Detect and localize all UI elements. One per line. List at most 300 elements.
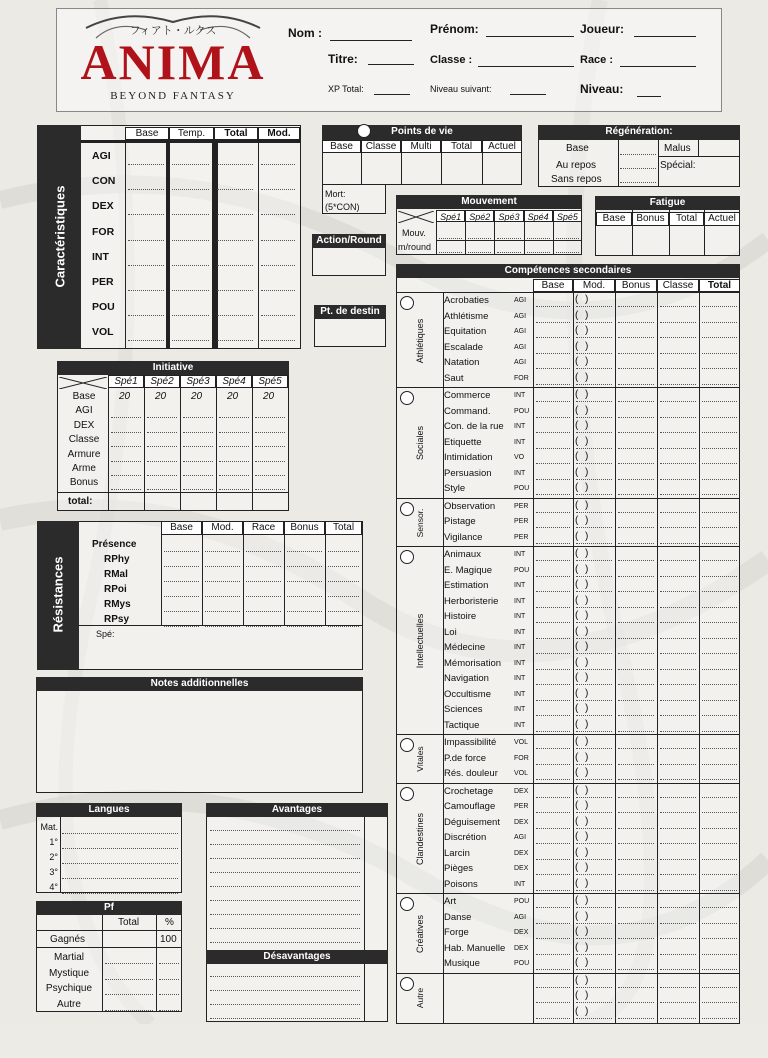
skill-field[interactable] <box>536 954 570 955</box>
skill-field[interactable] <box>618 859 654 860</box>
skill-field[interactable] <box>576 543 612 544</box>
skill-field[interactable] <box>618 607 654 608</box>
fatigue-cell-field[interactable] <box>707 229 737 253</box>
skill-field[interactable] <box>576 923 612 924</box>
skill-field[interactable] <box>576 512 612 513</box>
skill-field[interactable] <box>576 843 612 844</box>
init-field[interactable] <box>183 446 213 447</box>
skill-field[interactable] <box>660 987 696 988</box>
skill-field[interactable] <box>660 463 696 464</box>
skill-field[interactable] <box>536 764 570 765</box>
skill-field[interactable] <box>702 954 737 955</box>
skill-field[interactable] <box>660 684 696 685</box>
skill-field[interactable] <box>702 353 737 354</box>
skill-field[interactable] <box>536 417 570 418</box>
init-field[interactable] <box>183 461 213 462</box>
res-field[interactable] <box>205 596 240 597</box>
skill-field[interactable] <box>660 494 696 495</box>
pf-total-field[interactable] <box>105 994 153 995</box>
langue-field[interactable] <box>62 848 178 849</box>
mouv-field[interactable] <box>556 238 579 239</box>
race-field[interactable] <box>620 66 696 67</box>
skill-field[interactable] <box>576 560 612 561</box>
skill-field[interactable] <box>660 560 696 561</box>
res-field[interactable] <box>328 566 359 567</box>
res-field[interactable] <box>205 566 240 567</box>
skill-field[interactable] <box>702 859 737 860</box>
xp-total-field[interactable] <box>374 94 410 95</box>
skill-field[interactable] <box>702 322 737 323</box>
carac-cell-field[interactable] <box>217 189 253 190</box>
skill-field[interactable] <box>576 969 612 970</box>
skill-field[interactable] <box>576 907 612 908</box>
avantage-field[interactable] <box>210 830 360 831</box>
skill-field[interactable] <box>660 969 696 970</box>
res-field[interactable] <box>205 626 240 627</box>
carac-cell-field[interactable] <box>128 290 164 291</box>
mouv-field[interactable] <box>439 238 462 239</box>
desavantage-field[interactable] <box>210 1004 360 1005</box>
skill-field[interactable] <box>576 938 612 939</box>
skill-field[interactable] <box>660 748 696 749</box>
comp-group-toggle[interactable] <box>400 391 414 405</box>
skill-field[interactable] <box>536 337 570 338</box>
init-field[interactable] <box>111 432 141 433</box>
mouv-field[interactable] <box>527 238 550 239</box>
init-field[interactable] <box>219 475 249 476</box>
skill-field[interactable] <box>576 432 612 433</box>
mround-field[interactable] <box>556 252 579 253</box>
fatigue-cell-field[interactable] <box>672 229 701 253</box>
skill-field[interactable] <box>576 653 612 654</box>
init-field[interactable] <box>183 432 213 433</box>
skill-field[interactable] <box>576 368 612 369</box>
avantage-field[interactable] <box>210 872 360 873</box>
skill-field[interactable] <box>618 748 654 749</box>
skill-field[interactable] <box>618 812 654 813</box>
skill-field[interactable] <box>576 622 612 623</box>
carac-cell-field[interactable] <box>217 164 253 165</box>
skill-field[interactable] <box>702 987 737 988</box>
skill-field[interactable] <box>536 700 570 701</box>
pf-total-field[interactable] <box>105 963 153 964</box>
skill-field[interactable] <box>536 779 570 780</box>
skill-field[interactable] <box>618 368 654 369</box>
carac-cell-field[interactable] <box>261 315 295 316</box>
init-field[interactable] <box>219 461 249 462</box>
skill-field[interactable] <box>536 368 570 369</box>
skill-field[interactable] <box>536 527 570 528</box>
skill-field[interactable] <box>536 890 570 891</box>
skill-field[interactable] <box>536 843 570 844</box>
init-field[interactable] <box>183 489 213 490</box>
skill-field[interactable] <box>660 843 696 844</box>
init-field[interactable] <box>219 489 249 490</box>
skill-field[interactable] <box>576 306 612 307</box>
skill-field[interactable] <box>576 1018 612 1019</box>
skill-field[interactable] <box>702 1018 737 1019</box>
skill-field[interactable] <box>536 669 570 670</box>
mround-field[interactable] <box>497 252 520 253</box>
avantage-field[interactable] <box>210 942 360 943</box>
regen-sans-repos-field[interactable] <box>620 182 656 183</box>
skill-field[interactable] <box>618 715 654 716</box>
skill-field[interactable] <box>660 954 696 955</box>
init-field[interactable] <box>111 461 141 462</box>
skill-field[interactable] <box>618 779 654 780</box>
carac-cell-field[interactable] <box>217 290 253 291</box>
init-field[interactable] <box>183 417 213 418</box>
skill-field[interactable] <box>618 764 654 765</box>
skill-field[interactable] <box>618 1002 654 1003</box>
skill-field[interactable] <box>660 322 696 323</box>
skill-field[interactable] <box>576 576 612 577</box>
pf-pct-field[interactable] <box>159 1010 179 1011</box>
skill-field[interactable] <box>576 638 612 639</box>
skill-field[interactable] <box>536 463 570 464</box>
langue-field[interactable] <box>62 863 178 864</box>
skill-field[interactable] <box>660 337 696 338</box>
mround-field[interactable] <box>439 252 462 253</box>
pv-cell-field[interactable] <box>325 157 358 181</box>
res-field[interactable] <box>287 566 322 567</box>
skill-field[interactable] <box>702 923 737 924</box>
skill-field[interactable] <box>618 797 654 798</box>
mouv-field[interactable] <box>468 238 491 239</box>
regen-base-field[interactable] <box>620 154 656 155</box>
res-field[interactable] <box>287 551 322 552</box>
init-field[interactable] <box>111 417 141 418</box>
skill-field[interactable] <box>536 828 570 829</box>
init-field[interactable] <box>255 489 285 490</box>
pf-pct-field[interactable] <box>159 963 179 964</box>
skill-field[interactable] <box>576 479 612 480</box>
comp-group-toggle[interactable] <box>400 502 414 516</box>
skill-field[interactable] <box>536 384 570 385</box>
avantage-field[interactable] <box>210 900 360 901</box>
init-total-field[interactable] <box>111 494 141 508</box>
skill-field[interactable] <box>618 543 654 544</box>
skill-field[interactable] <box>536 812 570 813</box>
skill-field[interactable] <box>618 700 654 701</box>
skill-field[interactable] <box>702 337 737 338</box>
skill-field[interactable] <box>618 622 654 623</box>
skill-field[interactable] <box>576 764 612 765</box>
mround-field[interactable] <box>527 252 550 253</box>
skill-field[interactable] <box>618 463 654 464</box>
langue-field[interactable] <box>62 893 178 894</box>
skill-field[interactable] <box>702 368 737 369</box>
skill-field[interactable] <box>618 1018 654 1019</box>
pv-cell-field[interactable] <box>485 157 519 181</box>
skill-field[interactable] <box>702 432 737 433</box>
skill-field[interactable] <box>536 859 570 860</box>
niveau-suivant-field[interactable] <box>510 94 546 95</box>
skill-field[interactable] <box>702 479 737 480</box>
skill-field[interactable] <box>702 607 737 608</box>
skill-field[interactable] <box>660 797 696 798</box>
avantage-field[interactable] <box>210 886 360 887</box>
skill-field[interactable] <box>576 591 612 592</box>
skill-field[interactable] <box>618 527 654 528</box>
skill-field[interactable] <box>536 494 570 495</box>
carac-cell-field[interactable] <box>261 290 295 291</box>
carac-cell-field[interactable] <box>172 214 209 215</box>
skill-field[interactable] <box>660 306 696 307</box>
skill-field[interactable] <box>536 874 570 875</box>
res-field[interactable] <box>164 566 199 567</box>
skill-field[interactable] <box>702 700 737 701</box>
skill-field[interactable] <box>702 828 737 829</box>
skill-field[interactable] <box>618 322 654 323</box>
skill-field[interactable] <box>660 764 696 765</box>
skill-field[interactable] <box>702 748 737 749</box>
carac-cell-field[interactable] <box>261 189 295 190</box>
skill-field[interactable] <box>618 653 654 654</box>
skill-field[interactable] <box>702 417 737 418</box>
carac-cell-field[interactable] <box>128 164 164 165</box>
skill-field[interactable] <box>576 748 612 749</box>
carac-cell-field[interactable] <box>261 265 295 266</box>
desavantage-field[interactable] <box>210 976 360 977</box>
skill-field[interactable] <box>660 638 696 639</box>
skill-field[interactable] <box>660 1002 696 1003</box>
carac-cell-field[interactable] <box>261 214 295 215</box>
res-field[interactable] <box>328 626 359 627</box>
skill-field[interactable] <box>536 797 570 798</box>
fatigue-cell-field[interactable] <box>599 229 629 253</box>
skill-field[interactable] <box>702 715 737 716</box>
skill-field[interactable] <box>576 779 612 780</box>
skill-field[interactable] <box>660 401 696 402</box>
skill-field[interactable] <box>660 874 696 875</box>
skill-field[interactable] <box>536 748 570 749</box>
skill-field[interactable] <box>660 432 696 433</box>
skill-field[interactable] <box>660 669 696 670</box>
skill-field[interactable] <box>618 401 654 402</box>
init-field[interactable] <box>111 446 141 447</box>
skill-field[interactable] <box>576 417 612 418</box>
pf-total-field[interactable] <box>105 979 153 980</box>
skill-field[interactable] <box>702 384 737 385</box>
skill-field[interactable] <box>618 954 654 955</box>
carac-cell-field[interactable] <box>128 240 164 241</box>
init-field[interactable] <box>219 432 249 433</box>
skill-field[interactable] <box>576 859 612 860</box>
skill-field[interactable] <box>702 843 737 844</box>
skill-field[interactable] <box>702 494 737 495</box>
res-field[interactable] <box>246 551 281 552</box>
skill-field[interactable] <box>576 987 612 988</box>
skill-field[interactable] <box>576 954 612 955</box>
skill-field[interactable] <box>536 448 570 449</box>
skill-field[interactable] <box>536 938 570 939</box>
skill-field[interactable] <box>702 684 737 685</box>
skill-field[interactable] <box>702 527 737 528</box>
res-field[interactable] <box>287 626 322 627</box>
skill-field[interactable] <box>618 512 654 513</box>
skill-field[interactable] <box>660 779 696 780</box>
desavantage-field[interactable] <box>210 990 360 991</box>
desavantage-field[interactable] <box>210 1018 360 1019</box>
pf-total-field[interactable] <box>105 1010 153 1011</box>
skill-field[interactable] <box>618 938 654 939</box>
carac-cell-field[interactable] <box>172 290 209 291</box>
skill-field[interactable] <box>576 463 612 464</box>
skill-field[interactable] <box>618 987 654 988</box>
init-total-field[interactable] <box>219 494 249 508</box>
skill-field[interactable] <box>660 828 696 829</box>
skill-field[interactable] <box>660 527 696 528</box>
init-field[interactable] <box>147 475 177 476</box>
init-field[interactable] <box>255 446 285 447</box>
joueur-field[interactable] <box>634 36 696 37</box>
skill-field[interactable] <box>618 843 654 844</box>
regen-au-repos-field[interactable] <box>620 168 656 169</box>
res-field[interactable] <box>164 551 199 552</box>
res-field[interactable] <box>246 626 281 627</box>
init-field[interactable] <box>255 432 285 433</box>
mouv-field[interactable] <box>497 238 520 239</box>
skill-field[interactable] <box>702 622 737 623</box>
carac-cell-field[interactable] <box>172 240 209 241</box>
skill-field[interactable] <box>536 591 570 592</box>
langue-field[interactable] <box>62 833 178 834</box>
skill-field[interactable] <box>660 576 696 577</box>
skill-field[interactable] <box>702 560 737 561</box>
skill-field[interactable] <box>576 731 612 732</box>
skill-field[interactable] <box>702 653 737 654</box>
skill-field[interactable] <box>702 969 737 970</box>
skill-field[interactable] <box>576 828 612 829</box>
init-field[interactable] <box>147 417 177 418</box>
skill-field[interactable] <box>618 494 654 495</box>
skill-field[interactable] <box>576 322 612 323</box>
skill-field[interactable] <box>660 938 696 939</box>
init-field[interactable] <box>147 432 177 433</box>
skill-field[interactable] <box>618 353 654 354</box>
skill-field[interactable] <box>702 938 737 939</box>
skill-field[interactable] <box>536 987 570 988</box>
res-field[interactable] <box>287 611 322 612</box>
comp-group-toggle[interactable] <box>400 897 414 911</box>
skill-field[interactable] <box>618 448 654 449</box>
init-field[interactable] <box>147 489 177 490</box>
carac-cell-field[interactable] <box>261 164 295 165</box>
skill-field[interactable] <box>536 576 570 577</box>
skill-field[interactable] <box>660 890 696 891</box>
comp-group-toggle[interactable] <box>400 787 414 801</box>
skill-field[interactable] <box>536 401 570 402</box>
skill-field[interactable] <box>702 731 737 732</box>
carac-cell-field[interactable] <box>217 340 253 341</box>
skill-field[interactable] <box>576 337 612 338</box>
skill-field[interactable] <box>702 797 737 798</box>
res-field[interactable] <box>246 611 281 612</box>
skill-field[interactable] <box>618 923 654 924</box>
init-field[interactable] <box>219 446 249 447</box>
skill-field[interactable] <box>536 432 570 433</box>
skill-field[interactable] <box>576 607 612 608</box>
skill-field[interactable] <box>618 432 654 433</box>
skill-field[interactable] <box>660 731 696 732</box>
points-de-vie-circle[interactable] <box>357 124 371 138</box>
skill-field[interactable] <box>660 653 696 654</box>
skill-field[interactable] <box>536 322 570 323</box>
skill-field[interactable] <box>660 384 696 385</box>
comp-group-toggle[interactable] <box>400 738 414 752</box>
skill-field[interactable] <box>536 306 570 307</box>
init-field[interactable] <box>147 446 177 447</box>
carac-cell-field[interactable] <box>217 315 253 316</box>
skill-field[interactable] <box>576 1002 612 1003</box>
res-field[interactable] <box>164 581 199 582</box>
res-field[interactable] <box>164 611 199 612</box>
skill-field[interactable] <box>576 494 612 495</box>
notes-section[interactable] <box>36 677 363 793</box>
skill-field[interactable] <box>536 907 570 908</box>
skill-field[interactable] <box>702 779 737 780</box>
skill-field[interactable] <box>536 622 570 623</box>
skill-field[interactable] <box>576 890 612 891</box>
skill-field[interactable] <box>618 306 654 307</box>
skill-field[interactable] <box>702 576 737 577</box>
skill-field[interactable] <box>536 353 570 354</box>
res-field[interactable] <box>246 566 281 567</box>
res-field[interactable] <box>205 551 240 552</box>
skill-field[interactable] <box>576 715 612 716</box>
skill-field[interactable] <box>536 923 570 924</box>
skill-field[interactable] <box>702 591 737 592</box>
avantage-field[interactable] <box>210 914 360 915</box>
mround-field[interactable] <box>468 252 491 253</box>
carac-cell-field[interactable] <box>128 214 164 215</box>
skill-field[interactable] <box>702 543 737 544</box>
carac-cell-field[interactable] <box>128 340 164 341</box>
skill-field[interactable] <box>660 543 696 544</box>
carac-cell-field[interactable] <box>172 189 209 190</box>
nom-field[interactable] <box>330 40 412 41</box>
skill-field[interactable] <box>576 797 612 798</box>
skill-field[interactable] <box>660 859 696 860</box>
init-field[interactable] <box>255 417 285 418</box>
carac-cell-field[interactable] <box>217 240 253 241</box>
comp-group-toggle[interactable] <box>400 550 414 564</box>
skill-field[interactable] <box>576 684 612 685</box>
skill-field[interactable] <box>536 638 570 639</box>
skill-field[interactable] <box>618 731 654 732</box>
skill-field[interactable] <box>536 560 570 561</box>
fatigue-cell-field[interactable] <box>635 229 666 253</box>
init-field[interactable] <box>183 475 213 476</box>
carac-cell-field[interactable] <box>172 340 209 341</box>
skill-field[interactable] <box>618 890 654 891</box>
res-field[interactable] <box>287 581 322 582</box>
res-field[interactable] <box>328 551 359 552</box>
carac-cell-field[interactable] <box>128 265 164 266</box>
res-field[interactable] <box>246 581 281 582</box>
carac-cell-field[interactable] <box>217 214 253 215</box>
classe-field[interactable] <box>478 66 574 67</box>
skill-field[interactable] <box>660 607 696 608</box>
res-field[interactable] <box>328 611 359 612</box>
skill-field[interactable] <box>536 653 570 654</box>
skill-field[interactable] <box>660 448 696 449</box>
skill-field[interactable] <box>618 384 654 385</box>
skill-field[interactable] <box>660 417 696 418</box>
skill-field[interactable] <box>618 591 654 592</box>
skill-field[interactable] <box>702 874 737 875</box>
